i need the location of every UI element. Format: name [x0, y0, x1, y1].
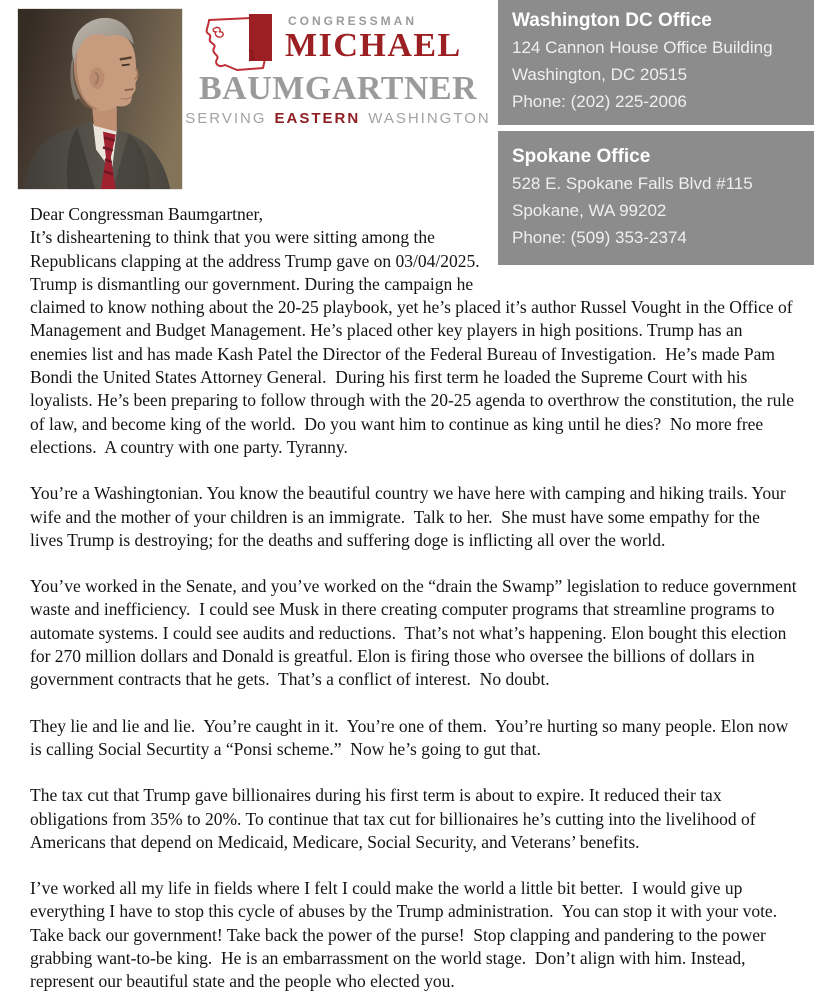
dc-office-block	[498, 0, 814, 125]
logo-name-column	[285, 8, 462, 64]
tagline-serving: SERVING	[185, 110, 267, 127]
first-name: MICHAEL	[285, 27, 462, 64]
paragraph-5: The tax cut that Trump gave billionaires during his first term is about to expire. It reduced their tax obligations from 35% to 20%. To continue that tax cut for billionaires he’s cutting into the livelihood of Americans that depend on Medicaid, Medicare, Social Security, and Veterans’ benefits.	[30, 785, 759, 852]
tagline-washington: WASHINGTON	[368, 110, 491, 127]
last-name: BAUMGARTNER	[199, 70, 478, 107]
congressman-label: CONGRESSMAN	[288, 14, 418, 28]
dc-office-title: Washington DC Office	[512, 10, 712, 31]
paragraph-4: They lie and lie and lie. You’re caught in it. You’re one of them. You’re hurting so many people. Elon now is calling Social Securtity a “Ponsi scheme.” Now he’s going to gut that.	[30, 715, 793, 759]
portrait-photo	[17, 8, 183, 190]
spokane-office-block	[498, 131, 814, 265]
portrait-illustration	[18, 9, 182, 189]
paragraph-2: You’re a Washingtonian. You know the beautiful country we have here with camping and hiking trails. Your wife and the mother of your children is an immigrate. Talk to her. She must have some empathy for the lives Trump is destroying; for the deaths and suffering doge is inflicting all over the world.	[30, 483, 791, 550]
dc-office-address-line1: 124 Cannon House Office Building	[512, 38, 773, 57]
washington-state-icon	[199, 14, 283, 72]
dc-office-address-line2: Washington, DC 20515	[512, 65, 688, 84]
spokane-office-phone: Phone: (509) 353-2374	[512, 228, 687, 247]
spokane-office-title: Spokane Office	[512, 146, 651, 167]
paragraph-6: I’ve worked all my life in fields where I felt I could make the world a little bit better. I would give up everything I have to stop this cycle of abuses by the Trump administration. You can stop it with your vote. Take back our government! Take back the power of the purse! Stop clapping and pandering to the power grabbing want-to-be king. He is an embarrassment on the world stage. Don’t align with him. Instead, represent our beautiful state and the people who elected you.	[30, 878, 786, 992]
tagline-eastern: EASTERN	[274, 110, 361, 127]
spokane-office-address-line1: 528 E. Spokane Falls Blvd #115	[512, 174, 753, 193]
dc-office-phone: Phone: (202) 225-2006	[512, 92, 687, 111]
paragraph-1: It’s disheartening to think that you were sitting among the Republicans clapping at the address Trump gave on 03/04/2025. Trump is dismantling our government. During the campaign he claimed to know nothing about the 20-25 playbook, yet he’s placed it’s author Russel Vought in the Office of Management and Budget Management. He’s placed other key players in high positions. Trump has an enemies list and has made Kash Patel the Director of the Federal Bureau of Investigation. He’s made Pam Bondi the United States Attorney General. During his first term he loaded the Supreme Court with his loyalists. He’s been preparing to follow through with the 20-25 agenda to overthrow the constitution, the rule of law, and become king of the world. Do you want him to continue as king until he dies? No more free elections. A country with one party. Tyranny.	[30, 227, 799, 457]
office-address-blocks	[498, 0, 814, 265]
masthead	[0, 0, 491, 190]
logo-top-row	[199, 8, 477, 72]
salutation: Dear Congressman Baumgartner,	[30, 204, 264, 224]
paragraph-3: You’ve worked in the Senate, and you’ve worked on the “drain the Swamp” legislation to reduce government waste and inefficiency. I could see Musk in there creating computer programs that streamline programs to automate systems. I could see audits and reductions. That’s not what’s happening. Elon bought this election for 270 million dollars and Donald is greatful. Elon is firing those who oversee the billions of dollars in government contracts that he gets. That’s a conflict of interest. No doubt.	[30, 576, 801, 690]
letter-body	[0, 203, 814, 994]
tagline	[185, 110, 491, 127]
spokane-office-address-line2: Spokane, WA 99202	[512, 201, 667, 220]
congressman-logo	[185, 8, 491, 127]
